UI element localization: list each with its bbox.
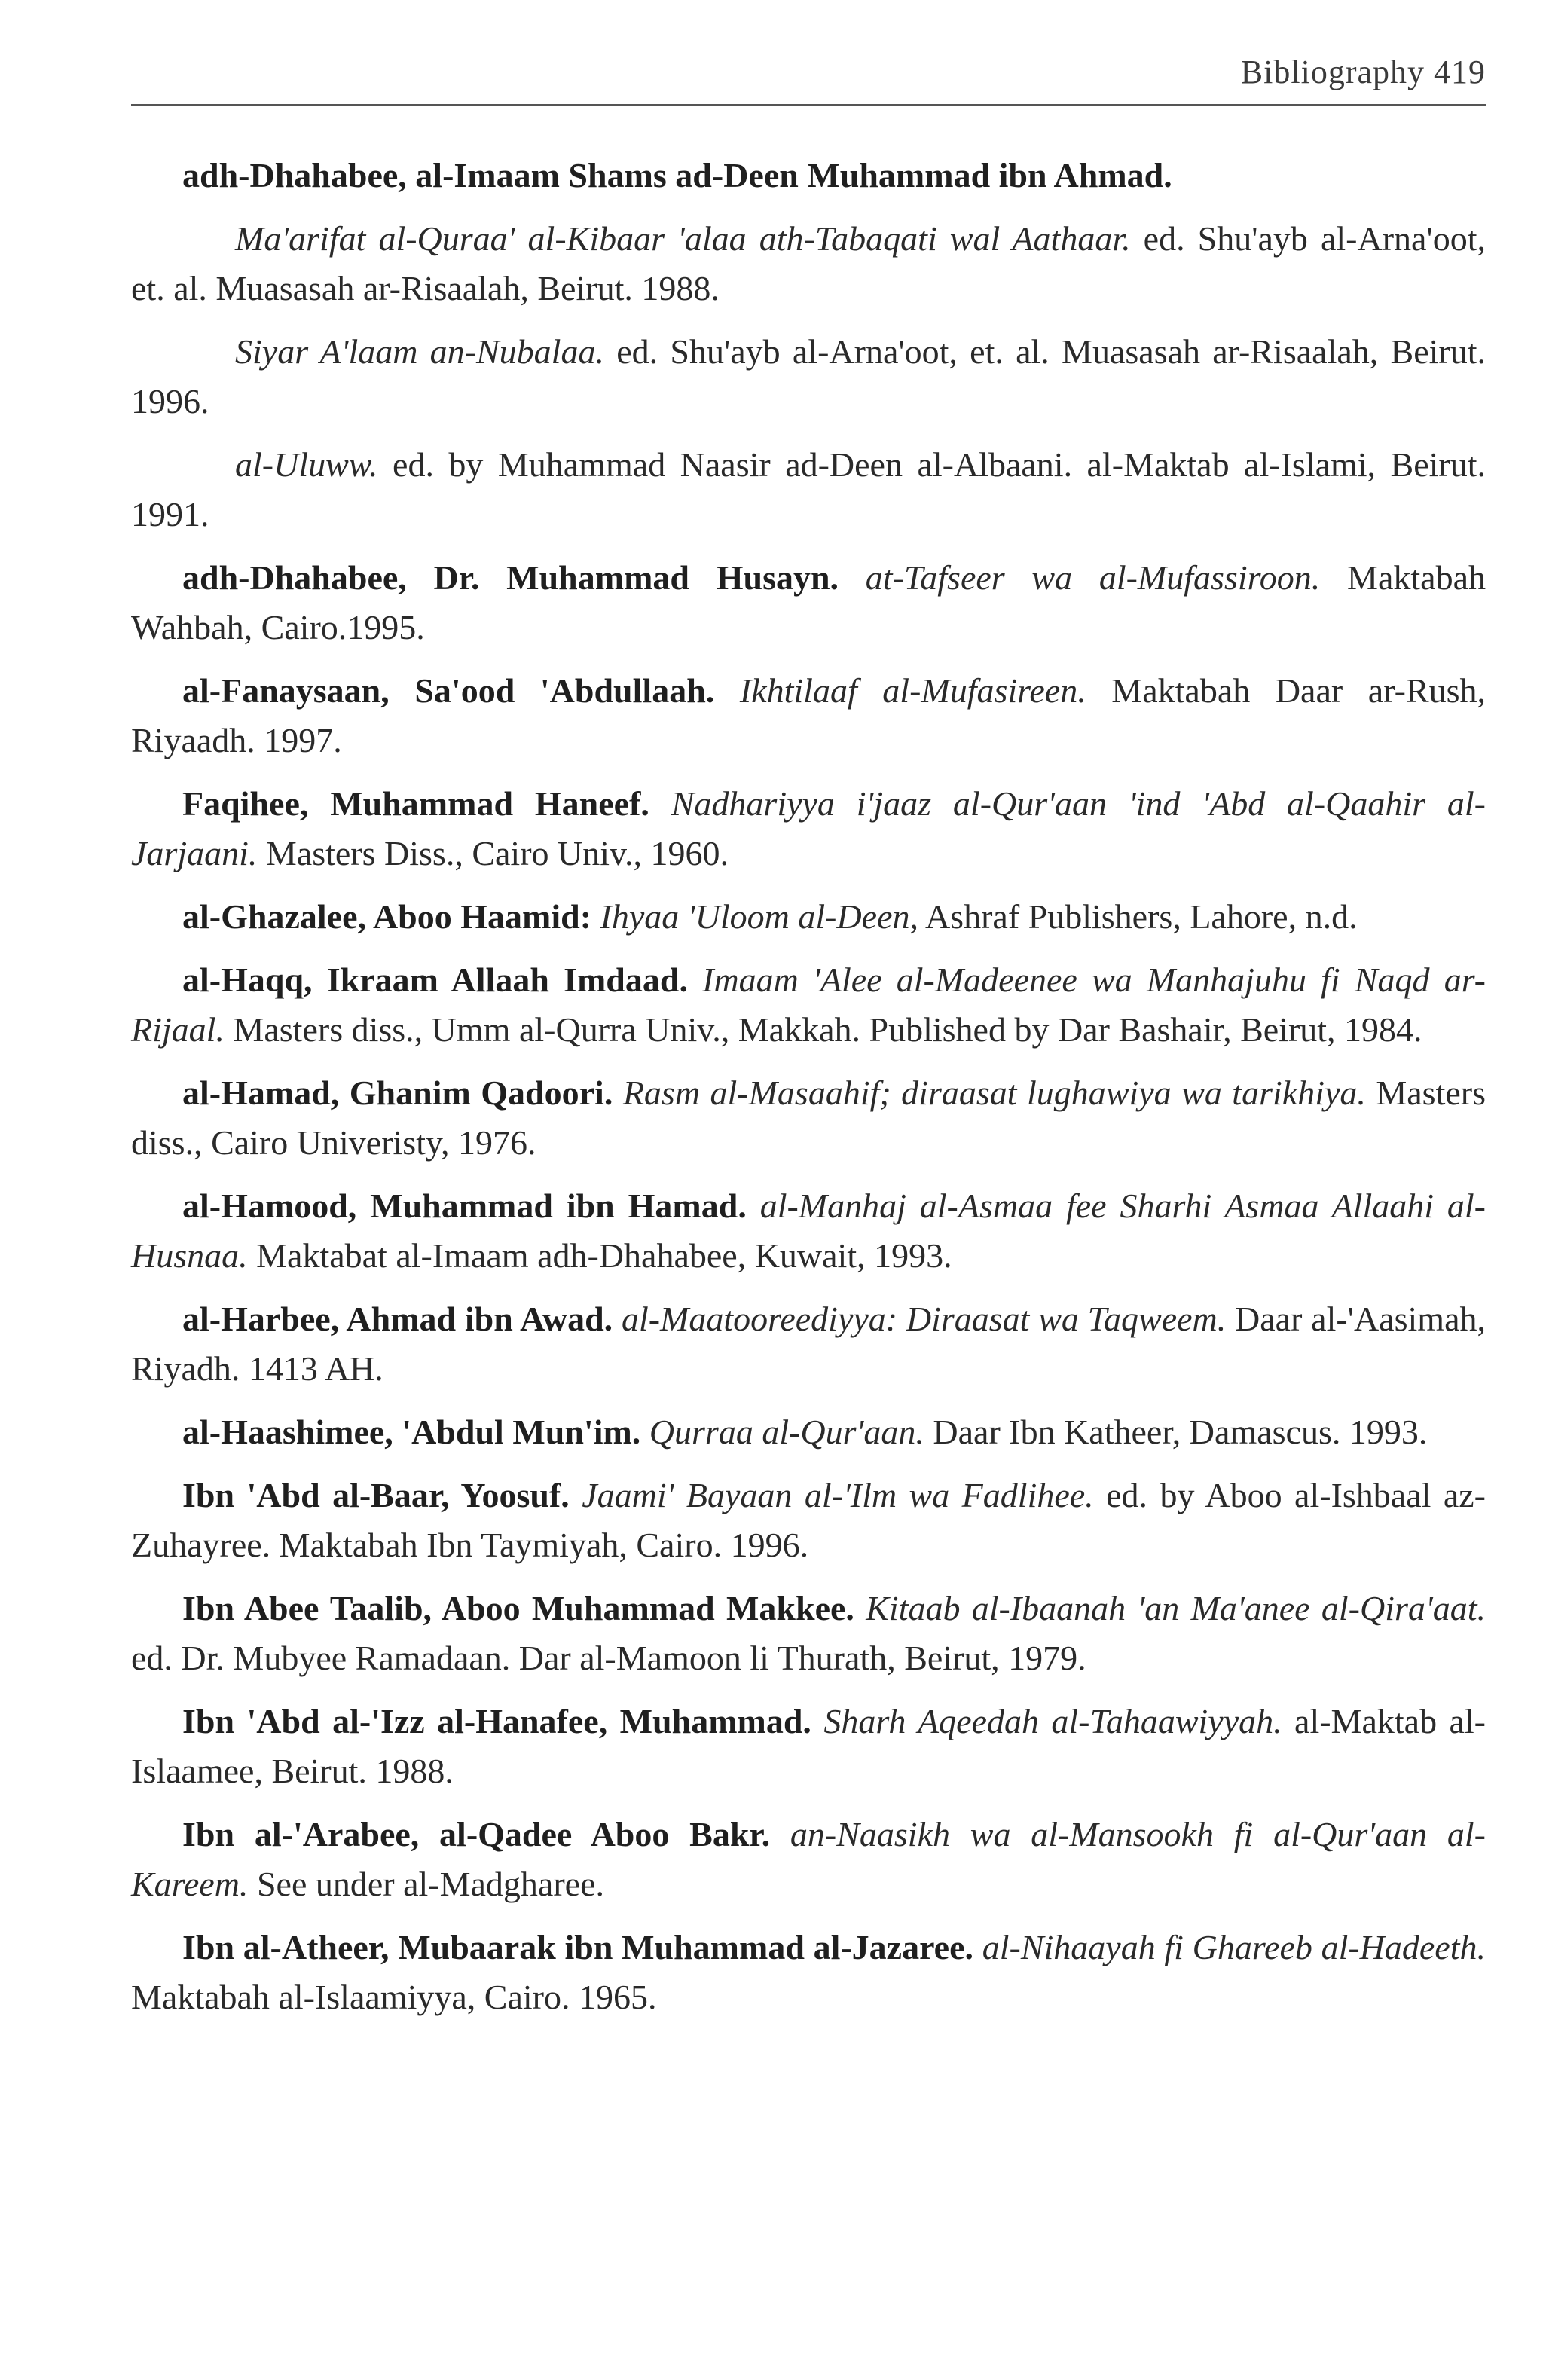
bibliography-subentry: [131, 327, 1486, 426]
entry-author: al-Hamood, Muhammad ibn Hamad.: [182, 1187, 747, 1225]
bibliography-entry: [131, 779, 1486, 878]
entry-author: al-Hamad, Ghanim Qadoori.: [182, 1074, 613, 1112]
entry-publication: ed. Dr. Mubyee Ramadaan. Dar al-Mamoon li Thurath, Beirut, 1979.: [131, 1639, 1086, 1677]
bibliography-entry: [131, 1471, 1486, 1570]
entry-publication: Daar Ibn Katheer, Damascus. 1993.: [924, 1413, 1428, 1451]
entry-title: at-Tafseer wa al-Mufassiroon.: [839, 558, 1321, 597]
bibliography-entry: [131, 1181, 1486, 1281]
entry-publication: Masters Diss., Cairo Univ., 1960.: [257, 834, 729, 872]
entry-publication: Maktabat al-Imaam adh-Dhahabee, Kuwait, 1993.: [247, 1236, 952, 1275]
bibliography-entry: [131, 1407, 1486, 1457]
bibliography-entry: [131, 553, 1486, 652]
bibliography-entry: [131, 1923, 1486, 2022]
bibliography-list: [131, 151, 1486, 2036]
entry-publication: Ashraf Publishers, Lahore, n.d.: [918, 897, 1358, 936]
entry-author: Ibn Abee Taalib, Aboo Muhammad Makkee.: [182, 1589, 854, 1627]
bibliography-entry: [131, 666, 1486, 765]
entry-title: Ihyaa 'Uloom al-Deen,: [591, 897, 918, 936]
entry-title: Rasm al-Masaahif; diraasat lughawiya wa tarikhiya.: [613, 1074, 1366, 1112]
entry-publication: Maktabah al-Islaamiyya, Cairo. 1965.: [131, 1978, 657, 2016]
bibliography-subentry: [131, 214, 1486, 313]
entry-author: Ibn 'Abd al-'Izz al-Hanafee, Muhammad.: [182, 1702, 811, 1740]
entry-title: Qurraa al-Qur'aan.: [640, 1413, 924, 1451]
bibliography-entry: [131, 955, 1486, 1055]
bibliography-entry: [131, 151, 1486, 200]
entry-title: al-Maatooreediyya: Diraasat wa Taqweem.: [613, 1300, 1227, 1338]
header-rule: [131, 104, 1486, 106]
entry-title: al-Nihaayah fi Ghareeb al-Hadeeth.: [973, 1928, 1486, 1966]
entry-publication: Masters diss., Cairo Univeristy, 1976.: [131, 1074, 1486, 1162]
entry-author: adh-Dhahabee, al-Imaam Shams ad-Deen Muhammad ibn Ahmad.: [182, 156, 1172, 194]
entry-publication: ed. Shu'ayb al-Arna'oot, et. al. Muasasah ar-Risaalah, Beirut. 1996.: [131, 332, 1486, 420]
entry-author: al-Fanaysaan, Sa'ood 'Abdullaah.: [182, 671, 715, 710]
bibliography-entry: [131, 1810, 1486, 1909]
entry-title: al-Uluww.: [235, 445, 378, 484]
bibliography-entry: [131, 1068, 1486, 1168]
entry-title: Nadhariyya i'jaaz al-Qur'aan 'ind 'Abd al-Qaahir al-Jarjaani.: [131, 784, 1486, 872]
entry-title: al-Manhaj al-Asmaa fee Sharhi Asmaa Allaahi al-Husnaa.: [131, 1187, 1486, 1275]
entry-author: Ibn 'Abd al-Baar, Yoosuf.: [182, 1476, 570, 1514]
bibliography-entry: [131, 1697, 1486, 1796]
entry-title: Jaami' Bayaan al-'Ilm wa Fadlihee.: [569, 1476, 1094, 1514]
entry-title: Siyar A'laam an-Nubalaa.: [235, 332, 604, 371]
entry-author: al-Haqq, Ikraam Allaah Imdaad.: [182, 961, 688, 999]
entry-publication: Maktabah Wahbah, Cairo.1995.: [131, 558, 1486, 646]
entry-title: an-Naasikh wa al-Mansookh fi al-Qur'aan al-Kareem.: [131, 1815, 1486, 1903]
entry-publication: ed. by Aboo al-Ishbaal az-Zuhayree. Maktabah Ibn Taymiyah, Cairo. 1996.: [131, 1476, 1486, 1564]
entry-publication: al-Maktab al-Islaamee, Beirut. 1988.: [131, 1702, 1486, 1790]
entry-author: Ibn al-Atheer, Mubaarak ibn Muhammad al-Jazaree.: [182, 1928, 974, 1966]
entry-author: al-Haashimee, 'Abdul Mun'im.: [182, 1413, 641, 1451]
entry-title: Kitaab al-Ibaanah 'an Ma'anee al-Qira'aat.: [854, 1589, 1486, 1627]
entry-publication: See under al-Madgharee.: [248, 1865, 604, 1903]
entry-title: Imaam 'Alee al-Madeenee wa Manhajuhu fi Naqd ar-Rijaal.: [131, 961, 1486, 1049]
entry-publication: ed. by Muhammad Naasir ad-Deen al-Albaani. al-Maktab al-Islami, Beirut. 1991.: [131, 445, 1486, 533]
entry-author: adh-Dhahabee, Dr. Muhammad Husayn.: [182, 558, 839, 597]
entry-author: al-Harbee, Ahmad ibn Awad.: [182, 1300, 613, 1338]
entry-title: Sharh Aqeedah al-Tahaawiyyah.: [811, 1702, 1282, 1740]
bibliography-entry: [131, 1294, 1486, 1394]
entry-title: Ma'arifat al-Quraa' al-Kibaar 'alaa ath-Tabaqati wal Aathaar.: [235, 219, 1131, 258]
bibliography-entry: [131, 1584, 1486, 1683]
entry-title: Ikhtilaaf al-Mufasireen.: [714, 671, 1086, 710]
entry-publication: Maktabah Daar ar-Rush, Riyaadh. 1997.: [131, 671, 1486, 759]
entry-author: Ibn al-'Arabee, al-Qadee Aboo Bakr.: [182, 1815, 771, 1853]
entry-author: Faqihee, Muhammad Haneef.: [182, 784, 649, 823]
running-head: Bibliography 419: [1240, 53, 1486, 90]
entry-publication: ed. Shu'ayb al-Arna'oot, et. al. Muasasah ar-Risaalah, Beirut. 1988.: [131, 219, 1486, 307]
entry-publication: Daar al-'Aasimah, Riyadh. 1413 AH.: [131, 1300, 1486, 1388]
entry-publication: Masters diss., Umm al-Qurra Univ., Makkah. Published by Dar Bashair, Beirut, 1984.: [224, 1010, 1422, 1049]
entry-author: al-Ghazalee, Aboo Haamid:: [182, 897, 592, 936]
bibliography-subentry: [131, 440, 1486, 539]
bibliography-entry: [131, 892, 1486, 942]
